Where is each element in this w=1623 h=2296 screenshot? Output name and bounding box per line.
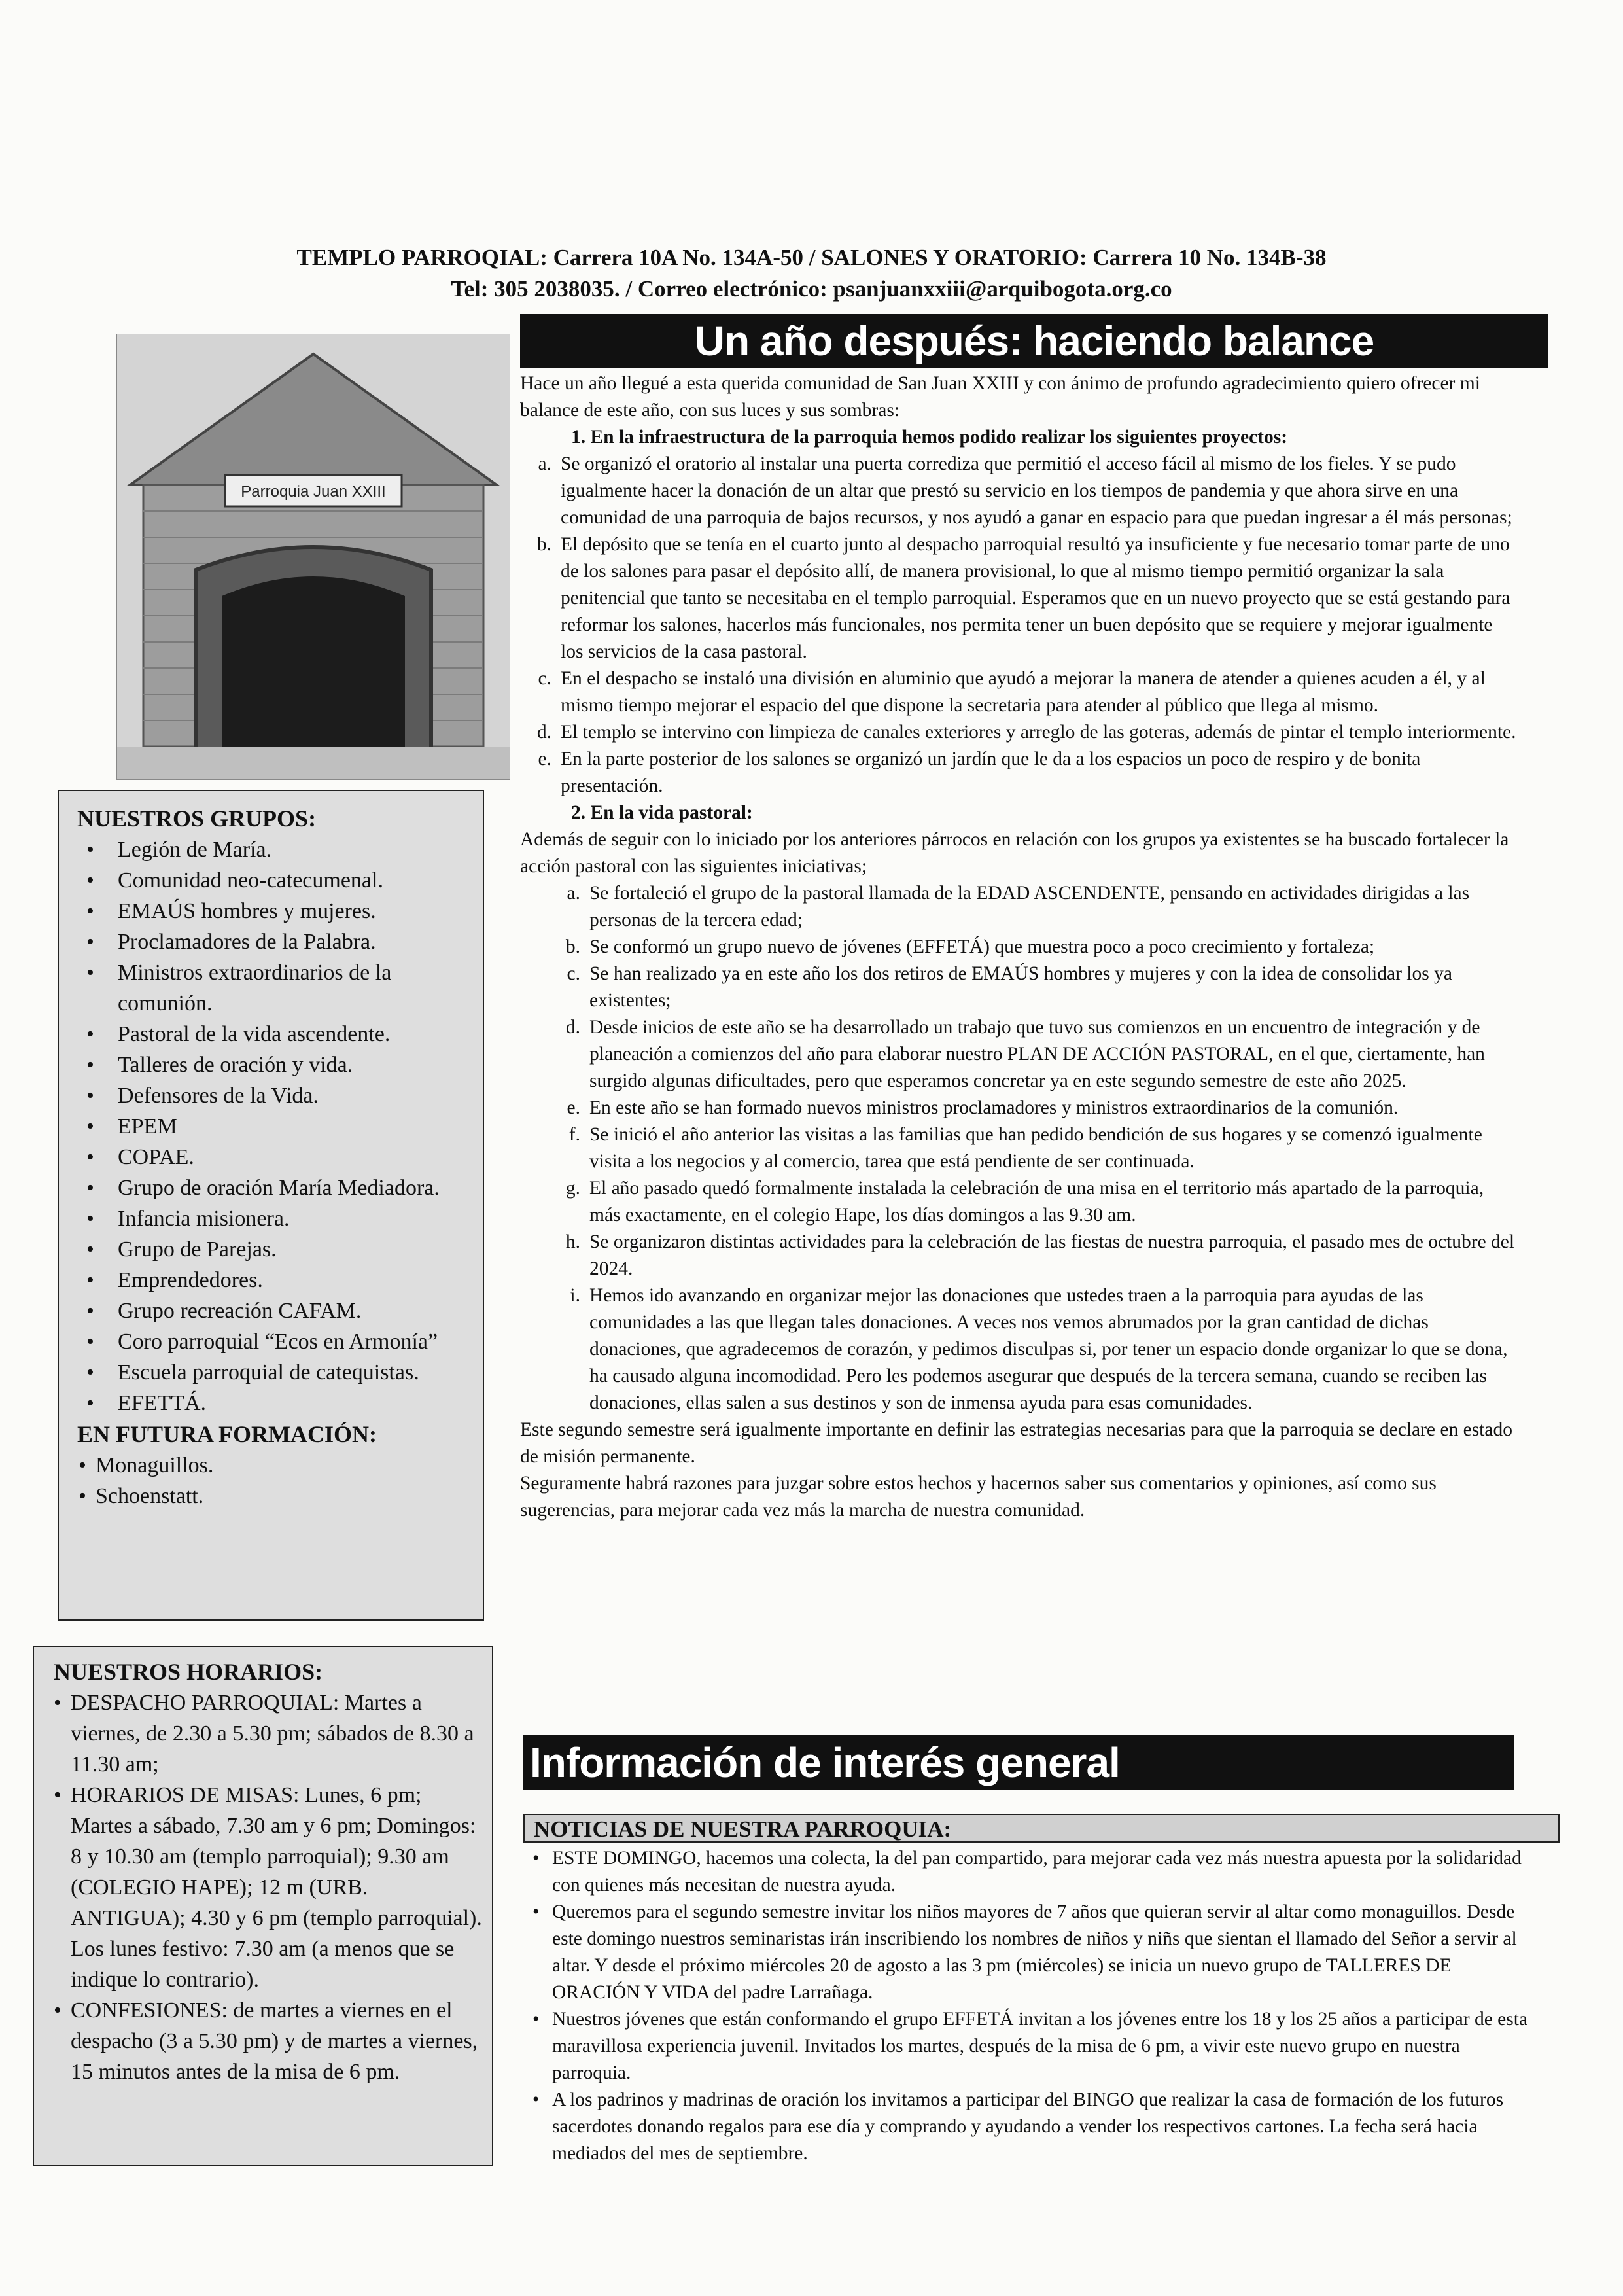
future-groups-list	[77, 1450, 474, 1511]
list-item: f. Se inició el año anterior las visitas a las familias que han pedido bendición de sus hogares y se comenzó igualmente visita a los negocios y al comercio, tarea que está pendiente de ser continuada.	[568, 1124, 1482, 1172]
list-item: d. Desde inicios de este año se ha desarrollado un trabajo que tuvo sus comienzos en un encuentro de integración y de planeación a comienzos del año para elaborar nuestro PLAN DE ACCIÓN PASTORAL, en el que, ciertamente, han surgido algunas dificultades, pero que esperamos concretar ya en este segundo semestre de este año 2025.	[565, 1017, 1485, 1091]
list-item: g. El año pasado quedó formalmente instalada la celebración de una misa en el territorio más apartado de la parroquia, más exactamente, en el colegio Hape, los días domingos a las 9.30 am.	[565, 1178, 1484, 1226]
groups-box	[58, 790, 484, 1621]
section-2-intro: Además de seguir con lo iniciado por los anteriores párrocos en relación con los grupos ya existentes se ha buscado fortalecer la acción pastoral con las siguientes iniciativas;	[520, 829, 1509, 877]
list-item: • Coro parroquial “Ecos en Armonía”	[77, 1326, 474, 1357]
list-item: • HORARIOS DE MISAS: Lunes, 6 pm; Martes a sábado, 7.30 am y 6 pm; Domingos: 8 y 10.30 am (templo parroquial); 9.30 am (COLEGIO HAPE); 12 m (URB. ANTIGUA); 4.30 y 6 pm (templo parroquial). Los lunes festivo: 7.30 am (a menos que se indique lo contrario).	[54, 1780, 483, 1995]
list-item: • Escuela parroquial de catequistas.	[77, 1357, 474, 1388]
church-sign: Parroquia Juan XXIII	[241, 483, 386, 501]
list-item: • Legión de María.	[77, 834, 474, 865]
list-item: • DESPACHO PARROQUIAL: Martes a viernes, de 2.30 a 5.30 pm; sábados de 8.30 a 11.30 am;	[54, 1687, 483, 1780]
list-item: d. El templo se intervino con limpieza de canales exteriores y arreglo de las goteras, además de pintar el templo interiormente.	[536, 722, 1516, 743]
list-item: • Proclamadores de la Palabra.	[77, 927, 474, 957]
list-item: h. Se organizaron distintas actividades para la celebración de las fiestas de nuestra parroquia, el pasado mes de octubre del 2024.	[565, 1231, 1515, 1279]
list-item: • Pastoral de la vida ascendente.	[77, 1019, 474, 1050]
list-item: • Ministros extraordinarios de la comunión.	[77, 957, 474, 1019]
list-item: e. En este año se han formado nuevos ministros proclamadores y ministros extraordinarios de la comunión.	[567, 1097, 1399, 1118]
list-item: • CONFESIONES: de martes a viernes en el despacho (3 a 5.30 pm) y de martes a viernes, 15 minutos antes de la misa de 6 pm.	[54, 1995, 483, 2087]
list-item: c. En el despacho se instaló una división en aluminio que ayudó a mejorar la manera de atender a quienes acuden a él, y al mismo tiempo mejorar el espacio del que dispone la secretaria para atender al público que llega al mismo.	[538, 668, 1486, 716]
hours-title: NUESTROS HORARIOS:	[54, 1659, 323, 1685]
list-item: • Emprendedores.	[77, 1265, 474, 1296]
list-item: • Comunidad neo-catecumenal.	[77, 865, 474, 896]
section-2-title: 2. En la vida pastoral:	[571, 802, 753, 823]
list-item: • EFETTÁ.	[77, 1388, 474, 1419]
groups-title: NUESTROS GRUPOS:	[77, 805, 317, 832]
church-illustration	[117, 334, 510, 779]
list-item: • Schoenstatt.	[77, 1481, 474, 1511]
news-list-container	[532, 1845, 1533, 2167]
list-item: a. Se organizó el oratorio al instalar una puerta corrediza que permitió el acceso fácil al mismo de los fieles. Y se pudo igualmente hacer la donación de un altar que prestó su servicio en los tiempos de pandemia y que ahora sirve en una comunidad de una parroquia de bajos recursos, y nos ayudó a ganar en espacio para que puedan ingresar a él más personas;	[538, 453, 1512, 528]
article-body	[520, 366, 1518, 1524]
article-title-banner: Un año después: haciendo balance	[520, 314, 1548, 368]
list-item: • Grupo de oración María Mediadora.	[77, 1173, 474, 1203]
list-item: • A los padrinos y madrinas de oración los invitamos a participar del BINGO que realizar la casa de formación de los futuros sacerdotes donando regalos para ese día y comprando y ayudando a vender los respectivos cartones. La fecha será hacia mediados del mes de septiembre.	[532, 2087, 1533, 2167]
closing-paragraph: Este segundo semestre será igualmente importante en definir las estrategias necesarias para que la parroquia se declare en estado de misión permanente.	[520, 1419, 1512, 1467]
article-intro: Hace un año llegué a esta querida comunidad de San Juan XXIII y con ánimo de profundo agradecimiento quiero ofrecer mi balance de este año, con sus luces y sus sombras:	[520, 373, 1480, 421]
list-item: c. Se han realizado ya en este año los dos retiros de EMAÚS hombres y mujeres y con la idea de consolidar los ya existentes;	[567, 963, 1452, 1011]
list-item: • EPEM	[77, 1111, 474, 1142]
list-item: a. Se fortaleció el grupo de la pastoral llamada de la EDAD ASCENDENTE, pensando en actividades dirigidas a las personas de la tercera edad;	[567, 883, 1470, 930]
hours-box	[33, 1646, 493, 2166]
list-item: • Monaguillos.	[77, 1450, 474, 1481]
hours-list	[54, 1687, 483, 2087]
header-contact-line: Tel: 305 2038035. / Correo electrónico: psanjuanxxiii@arquibogota.org.co	[451, 276, 1172, 302]
closing-paragraph: Seguramente habrá razones para juzgar sobre estos hechos y hacernos saber sus comentarios y opiniones, así como sus sugerencias, para mejorar cada vez más la marcha de nuestra comunidad.	[520, 1473, 1437, 1521]
info-title-banner: Información de interés general	[523, 1735, 1514, 1790]
list-item: • Defensores de la Vida.	[77, 1080, 474, 1111]
list-item: e. En la parte posterior de los salones se organizó un jardín que le da a los espacios un poco de respiro y de bonita presentación.	[538, 749, 1421, 796]
list-item: • Nuestros jóvenes que están conformando el grupo EFFETÁ invitan a los jóvenes entre los 18 y los 25 años a participar de esta maravillosa experiencia juvenil. Invitados los martes, después de la misa de 6 pm, a vivir este nuevo grupo en nuestra parroquia.	[532, 2006, 1533, 2087]
list-item: • EMAÚS hombres y mujeres.	[77, 896, 474, 927]
future-groups-title: EN FUTURA FORMACIÓN:	[77, 1421, 377, 1447]
list-item: • COPAE.	[77, 1142, 474, 1173]
list-item: • Grupo de Parejas.	[77, 1234, 474, 1265]
list-item: • Talleres de oración y vida.	[77, 1050, 474, 1080]
groups-list	[77, 834, 474, 1419]
list-item: • ESTE DOMINGO, hacemos una colecta, la del pan compartido, para mejorar cada vez más nuestra apuesta por la solidaridad con quienes más necesitan de nuestra ayuda.	[532, 1845, 1533, 1899]
list-item: b. El depósito que se tenía en el cuarto junto al despacho parroquial resultó ya insuficiente y fue necesario tomar parte de uno de los salones para pasar el depósito allí, de manera provisional, lo que al mismo tiempo permitió organizar la sala penitencial que tanto se necesitaba en el templo parroquial. Esperamos que en un nuevo proyecto que se está gestando para reformar los salones, hacerlos más funcionales, nos permita tener un buen depósito que se requiere y mejorar igualmente los servicios de la casa pastoral.	[536, 534, 1510, 662]
church-photo	[116, 334, 510, 780]
news-section-title: NOTICIAS DE NUESTRA PARROQUIA:	[523, 1814, 1560, 1843]
section-1-list	[520, 451, 1518, 800]
list-item: • Infancia misionera.	[77, 1203, 474, 1234]
list-item: b. Se conformó un grupo nuevo de jóvenes (EFFETÁ) que muestra poco a poco crecimiento y fortaleza;	[565, 936, 1375, 957]
list-item: • Queremos para el segundo semestre invitar los niños mayores de 7 años que quieran servir al altar como monaguillos. Desde este domingo nuestros seminaristas irán inscribiendo los nombres de niños y niñs que sientan el llamado del Señor a servir al altar. Y desde el próximo miércoles 20 de agosto a las 3 pm (miércoles) se inicia un nuevo grupo de TALLERES DE ORACIÓN Y VIDA del padre Larrañaga.	[532, 1899, 1533, 2006]
news-list	[532, 1845, 1533, 2167]
header-address-line: TEMPLO PARROQIAL: Carrera 10A No. 134A-50 / SALONES Y ORATORIO: Carrera 10 No. 134B-38	[296, 245, 1327, 270]
section-2-list	[520, 880, 1518, 1417]
list-item: • Grupo recreación CAFAM.	[77, 1296, 474, 1326]
section-1-title: 1. En la infraestructura de la parroquia hemos podido realizar los siguientes proyectos:	[571, 427, 1288, 448]
list-item: i. Hemos ido avanzando en organizar mejor las donaciones que ustedes traen a la parroquia para ayudas de las comunidades a las que llegan tales donaciones. A veces nos vemos abrumados por la gran cantidad de dichas donaciones, que agradecemos de corazón, y pedimos disculpas si, por tener un espacio donde organizar lo que se dona, ha causado alguna incomodidad. Pero les podemos asegurar que después de la tercera semana, cuando se reciben las donaciones, ellas salen a sus destinos y son de inmensa ayuda para esas comunidades.	[570, 1285, 1508, 1413]
